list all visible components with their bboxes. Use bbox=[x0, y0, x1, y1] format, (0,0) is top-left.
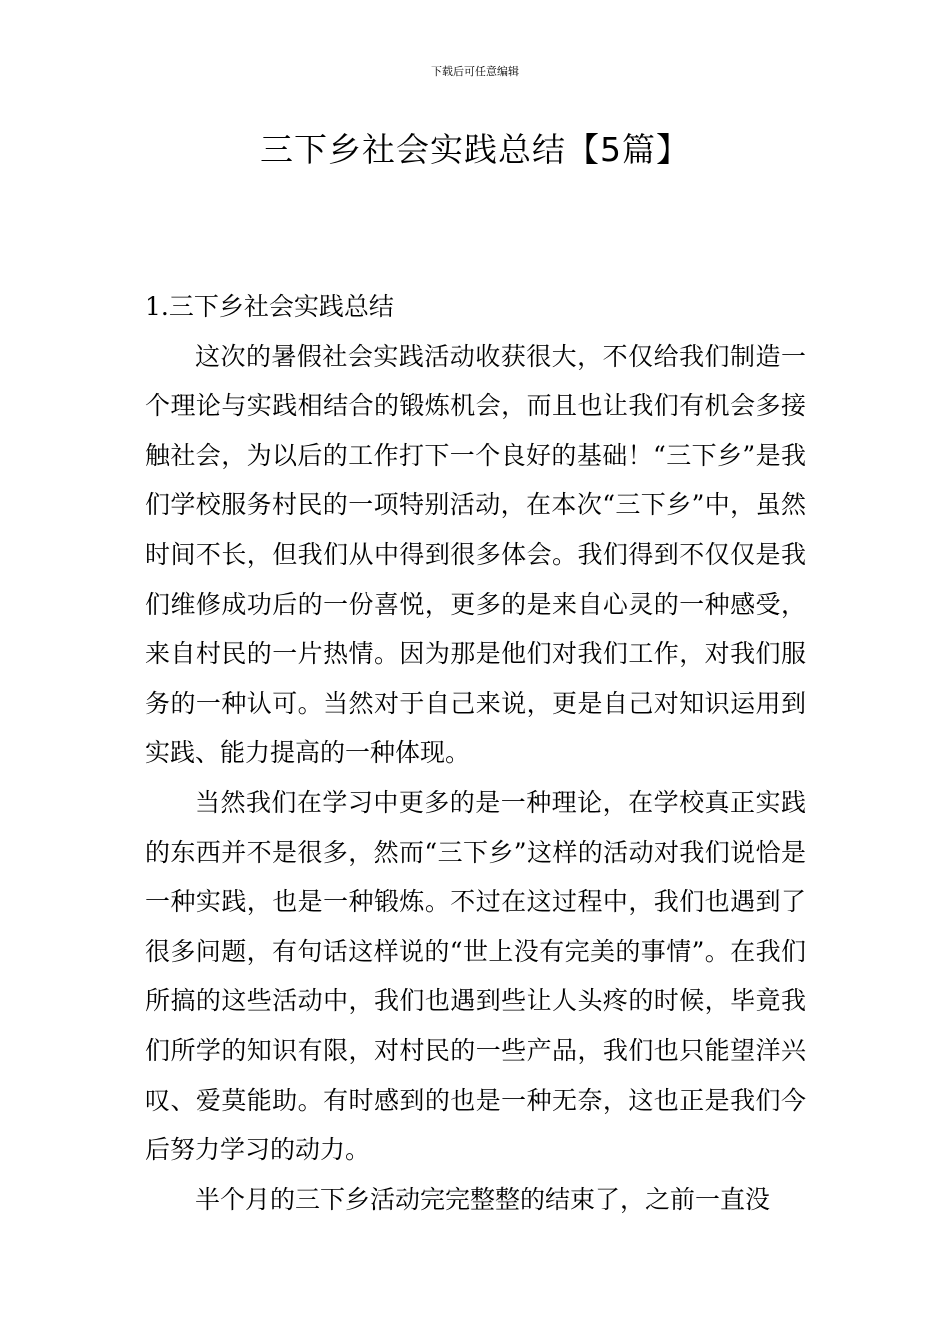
section-heading: 1.三下乡社会实践总结 bbox=[145, 292, 394, 321]
header-note: 下载后可任意编辑 bbox=[431, 65, 519, 78]
body-paragraph: 半个月的三下乡活动完完整整的结束了，之前一直没 bbox=[195, 1184, 771, 1214]
document-body bbox=[145, 282, 806, 1224]
body-paragraph: 这次的暑假社会实践活动收获很大，不仅给我们制造一个理论与实践相结合的锻炼机会，而且也让我们有机会多接触社会，为以后的工作打下一个良好的基础！“三下乡”是我们学校服务村民的一项特别活动，在本次“三下乡”中，虽然时间不长，但我们从中得到很多体会。我们得到不仅仅是我们维修成功后的一份喜悦，更多的是来自心灵的一种感受，来自村民的一片热情。因为那是他们对我们工作，对我们服务的一种认可。当然对于自己来说，更是自己对知识运用到实践、能力提高的一种体现。 bbox=[145, 341, 806, 768]
document-title: 三下乡社会实践总结【5篇】 bbox=[260, 130, 690, 169]
body-paragraph: 当然我们在学习中更多的是一种理论，在学校真正实践的东西并不是很多，然而“三下乡”这样的活动对我们说恰是一种实践，也是一种锻炼。不过在这过程中，我们也遇到了很多问题，有句话这样说的“世上没有完美的事情”。在我们所搞的这些活动中，我们也遇到些让人头疼的时候，毕竟我们所学的知识有限，对村民的一些产品，我们也只能望洋兴叹、爱莫能助。有时感到的也是一种无奈，这也正是我们今后努力学习的动力。 bbox=[145, 787, 806, 1165]
